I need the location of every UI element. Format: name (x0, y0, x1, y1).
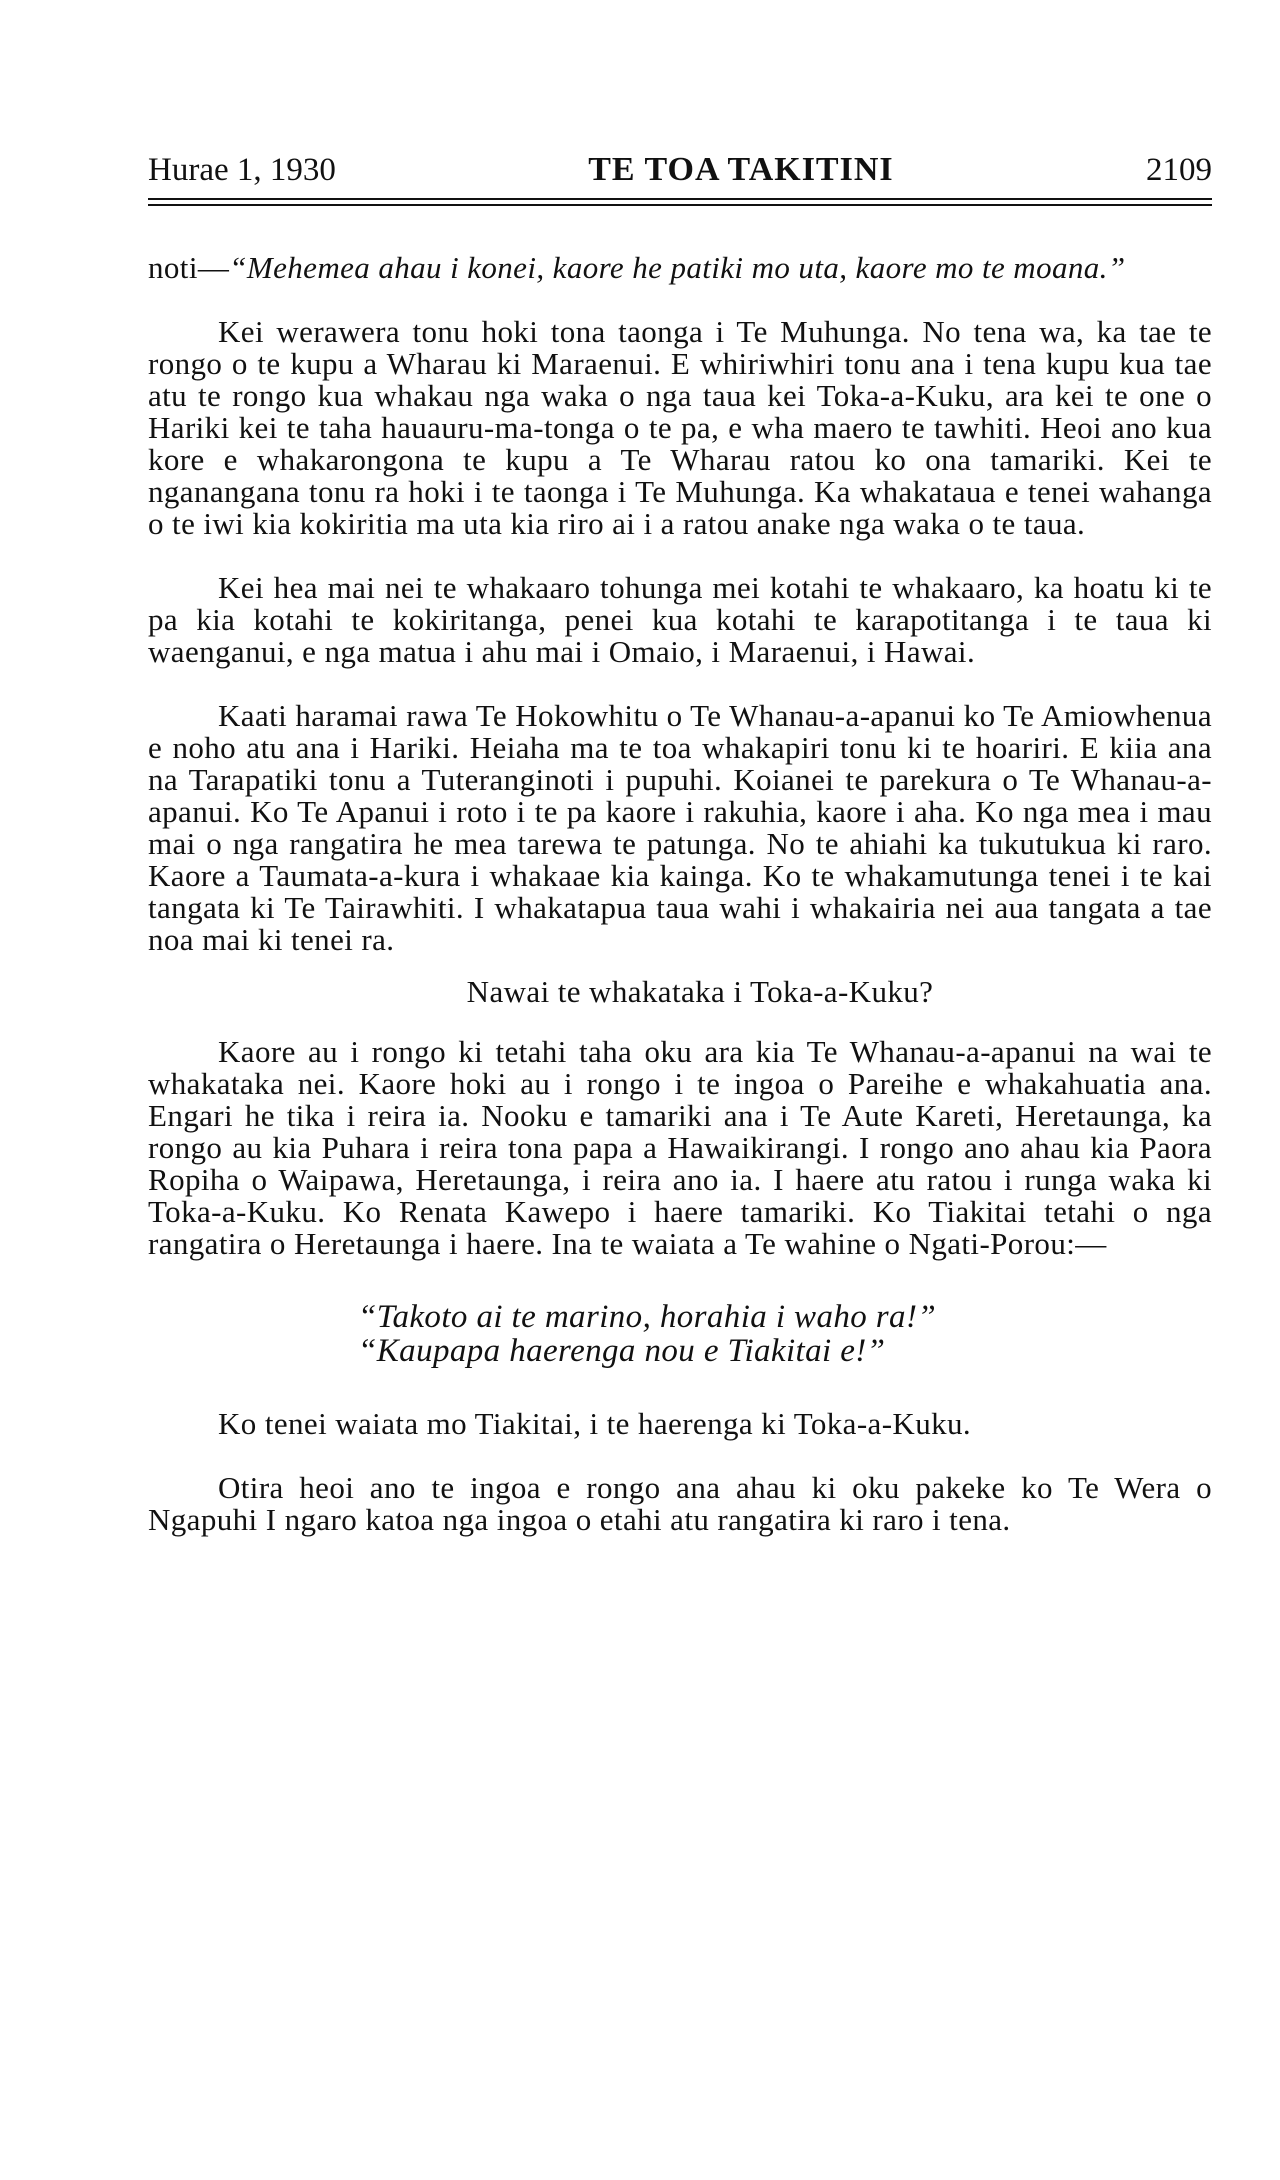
section-heading: Nawai te whakataka i Toka-a-Kuku? (466, 974, 934, 1009)
journal-title: TE TOA TAKITINI (588, 151, 894, 188)
paragraph-7: Otira heoi ano te ingoa e rongo ana ahau ki oku pakeke ko Te Wera o Ngapuhi I ngaro katoa nga ingoa o etahi atu rangatira ki raro i tena. (148, 1470, 1212, 1537)
document-page (148, 150, 1212, 1568)
article-body (148, 252, 1212, 1536)
header-date: Hurae 1, 1930 (148, 152, 336, 188)
paragraph-2: Kei werawera tonu hoki tona taonga i Te Muhunga. No tena wa, ka tae te rongo o te kupu a Wharau ki Maraenui. E whiriwhiri tonu ana i tena kupu kua tae atu te rongo kua whakau nga waka o nga taua kei Toka-a-Kuku, ara kei te one o Hariki kei te taha hauauru-ma-tonga o te pa, e wha maero te tawhiti. Heoi ano kua kore e whakarongona te kupu a Te Wharau ratou ko ona tamariki. Kei te nganangana tonu ra hoki i te taonga i Te Muhunga. Ka whakataua e tenei wahanga o te iwi kia kokiritia ma uta kia riro ai i a ratou anake nga waka o te taua. (148, 314, 1212, 541)
header-rule-top (148, 198, 1212, 200)
verse-line-1: “Takoto ai te marino, horahia i waho ra!” (358, 1299, 937, 1335)
paragraph-1-prefix: noti— (148, 250, 230, 285)
header-rule-bottom (148, 204, 1212, 206)
paragraph-1 (148, 252, 1212, 284)
paragraph-4: Kaati haramai rawa Te Hokowhitu o Te Whanau-a-apanui ko Te Amiowhenua e noho atu ana i Hariki. Heiaha ma te toa whakapiri tonu ki te hoariri. E kiia ana na Tarapatiki tonu a Tuteranginoti i pupuhi. Koianei te parekura o Te Whanau-a-apanui. Ko Te Apanui i roto i te pa kaore i rakuhia, kaore i aha. Ko nga mea i mau mai o nga rangatira he mea tarewa te patunga. No te ahiahi ka tukutukua ki raro. Kaore a Taumata-a-kura i whakaae kia kainga. Ko te whakamutunga tenei i te kai tangata ki Te Tairawhiti. I whakatapua taua wahi i whakairia nei aua tangata a tae noa mai ki tenei ra. (148, 698, 1212, 957)
page-number: 2109 (1146, 152, 1212, 188)
running-header (148, 150, 1212, 196)
song-verse (358, 1300, 1212, 1368)
paragraph-3: Kei hea mai nei te whakaaro tohunga mei kotahi te whakaaro, ka hoatu ki te pa kia kotahi te kokiritanga, penei kua kotahi te karapotitanga i te taua ki waenganui, e nga matua i ahu mai i Omaio, i Maraenui, i Hawai. (148, 570, 1212, 669)
paragraph-1-quote: “Mehemea ahau i konei, kaore he patiki mo uta, kaore mo te moana.” (229, 250, 1126, 285)
verse-line-2: “Kaupapa haerenga nou e Tiakitai e!” (358, 1333, 886, 1369)
paragraph-6: Ko tenei waiata mo Tiakitai, i te haerenga ki Toka-a-Kuku. (218, 1406, 972, 1441)
paragraph-5: Kaore au i rongo ki tetahi taha oku ara kia Te Whanau-a-apanui na wai te whakataka nei. Kaore hoki au i rongo i te ingoa o Pareihe e whakahuatia ana. Engari he tika i reira ia. Nooku e tamariki ana i Te Aute Kareti, Heretaunga, ka rongo au kia Puhara i reira tona papa a Hawaikirangi. I rongo ano ahau kia Paora Ropiha o Waipawa, Heretaunga, i reira ano ia. I haere atu ratou i runga waka ki Toka-a-Kuku. Ko Renata Kawepo i haere tamariki. Ko Tiakitai tetahi o nga rangatira o Heretaunga i haere. Ina te waiata a Te wahine o Ngati-Porou:— (148, 1034, 1212, 1261)
